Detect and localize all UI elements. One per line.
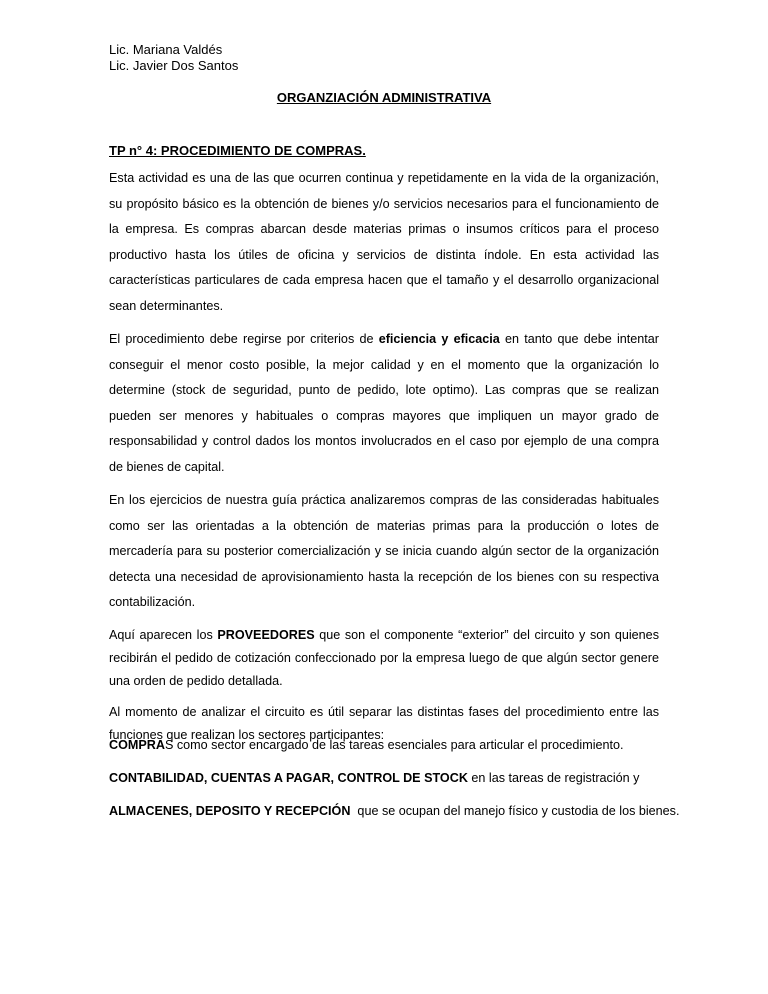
compras-text: S como sector encargado de las tareas esenciales para articular el procedimiento. <box>164 738 624 752</box>
paragraph-2-text: en tanto que debe intentar conseguir el menor costo posible, la mejor calidad y en el momento que la organización lo determine (stock de seguridad, punto de pedido, lote optimo). Las compras que se realizan pueden ser menores y habituales o compras mayores que impliquen un mayor grado de responsabilidad y control dados los montos involucrados en el caso por ejemplo de una compra de bienes de capital. <box>109 332 659 474</box>
contabilidad-text: en las tareas de registración y <box>467 771 640 785</box>
author-name: Lic. Mariana Valdés <box>109 42 223 57</box>
document-body <box>109 166 680 818</box>
line-contabilidad <box>109 771 639 785</box>
paragraph-4-bold: PROVEEDORES <box>217 627 315 642</box>
line-compras <box>109 738 624 752</box>
document-title: ORGANZIACIÓN ADMINISTRATIVA <box>276 90 492 105</box>
line-almacenes <box>109 804 679 818</box>
contabilidad-bold: CONTABILIDAD, CUENTAS A PAGAR, CONTROL DE STOCK <box>109 771 468 785</box>
paragraph-2-bold: eficiencia y eficacia <box>378 332 500 346</box>
tp-title: TP n° 4: PROCEDIMIENTO DE COMPRAS. <box>109 143 366 158</box>
almacenes-text: que se ocupan del manejo físico y custodia de los bienes. <box>350 804 680 818</box>
authors-block <box>109 42 238 74</box>
paragraph-4 <box>109 624 659 693</box>
paragraph-4-text: que son el componente “exterior” del circuito y son quienes recibirán el pedido de cotización confeccionado por la empresa luego de que algún sector genere una orden de pedido detallada. <box>109 627 659 688</box>
paragraph-2-text: El procedimiento debe regirse por criterios de <box>109 332 379 346</box>
author-name: Lic. Javier Dos Santos <box>109 58 239 73</box>
paragraph-4-text: Aquí aparecen los <box>109 627 218 642</box>
compras-bold: COMPRA <box>109 738 165 752</box>
paragraph-5: Al momento de analizar el circuito es útil separar las distintas fases del procedimiento entre las funciones que realizan los sectores participantes: <box>109 704 659 742</box>
paragraph-2 <box>109 327 659 480</box>
paragraph-1: Esta actividad es una de las que ocurren continua y repetidamente en la vida de la organización, su propósito básico es la obtención de bienes y/o servicios necesarios para el funcionamiento de la empresa. Es compras abarcan desde materias primas o insumos críticos para el proceso productivo hasta los útiles de oficina y servicios de distinta índole. En esta actividad las características particulares de cada empresa hacen que el tamaño y el desarrollo organizacional sean determinantes. <box>109 171 659 313</box>
almacenes-bold: ALMACENES, DEPOSITO Y RECEPCIÓN <box>109 804 351 818</box>
paragraph-3: En los ejercicios de nuestra guía práctica analizaremos compras de las consideradas habituales como ser las orientadas a la obtención de materias primas para la producción o lotes de mercadería para su posterior comercialización y se inicia cuando algún sector de la organización detecta una necesidad de aprovisionamiento hasta la recepción de los bienes con su respectiva contabilización. <box>109 493 659 609</box>
